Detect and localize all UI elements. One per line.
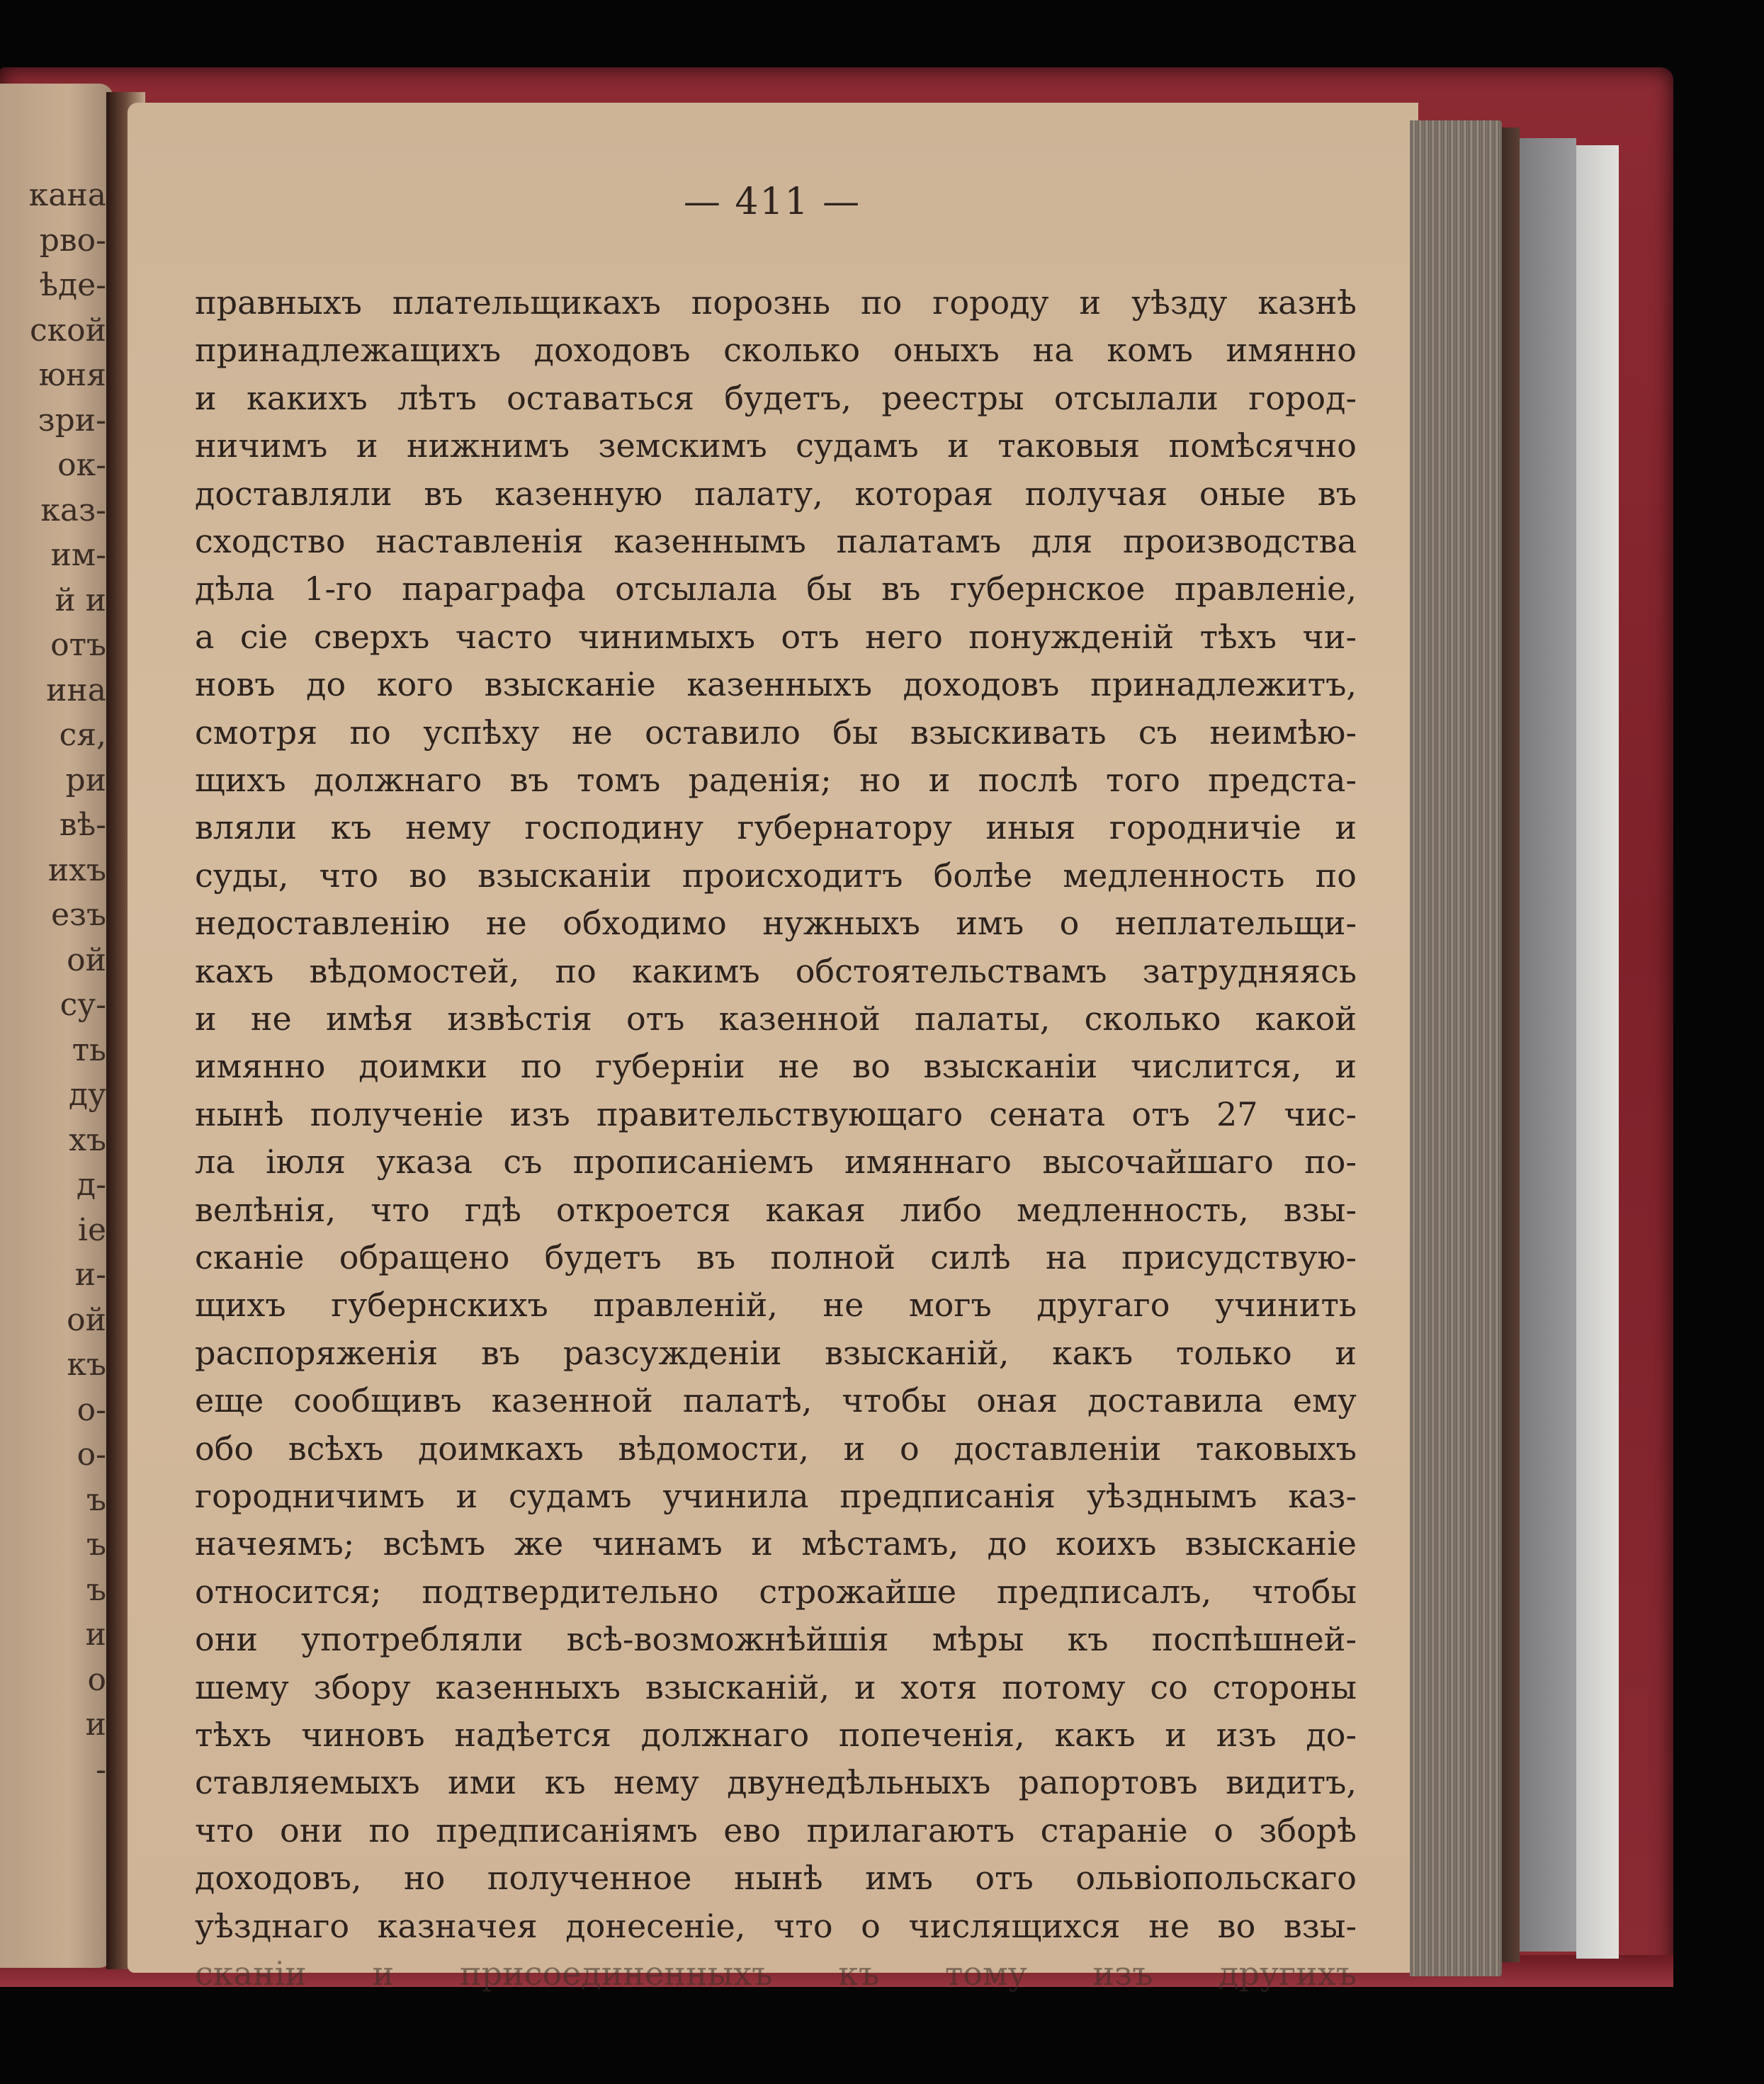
text-line: и не имѣя извѣстія отъ казенной палаты, сколько какой (195, 999, 1357, 1038)
left-page-text-fragment: ри (65, 761, 106, 798)
left-page-text-fragment: и (85, 1616, 106, 1653)
text-line: ставляемыхъ ими къ нему двунедѣльныхъ рапортовъ видитъ, (195, 1763, 1357, 1802)
text-line: они употребляли всѣ-возможнѣйшія мѣры къ поспѣшней- (195, 1620, 1357, 1659)
left-page-text-fragment: и- (74, 1257, 106, 1293)
text-line: что они по предписаніямъ ево прилагаютъ стараніе о зборѣ (195, 1811, 1357, 1850)
left-page-text-fragment: хъ (69, 1121, 106, 1158)
left-page-text-fragment: езъ (50, 897, 106, 933)
text-line: уѣзднаго казначея донесеніе, что о числящихся не во взы- (195, 1906, 1357, 1945)
cover-board-dark (1502, 128, 1520, 1962)
page-edges-stack (1410, 120, 1502, 1976)
left-page-text-fragment: ой (67, 941, 106, 978)
cover-board-grey (1520, 138, 1576, 1952)
left-page-text-fragment: кана (28, 177, 106, 213)
text-line: дѣла 1-го параграфа отсылала бы въ губернское правленіе, (195, 570, 1357, 608)
text-line: еще сообщивъ казенной палатѣ, чтобы оная доставила ему (195, 1381, 1357, 1420)
text-line: а сіе сверхъ часто чинимыхъ отъ него понужденій тѣхъ чи- (195, 617, 1357, 656)
text-line: принадлежащихъ доходовъ сколько оныхъ на комъ имянно (195, 331, 1357, 370)
left-page-text-fragment: рво- (39, 222, 106, 259)
left-page-text-fragment: су- (60, 987, 106, 1023)
text-line: шему збору казенныхъ взысканій, и хотя потому со стороны (195, 1667, 1357, 1706)
left-page-text-fragment: - (96, 1751, 106, 1788)
left-page-text-fragment: каз- (40, 492, 106, 528)
cover-board-white (1576, 145, 1619, 1959)
left-page-text-fragment: ок- (57, 447, 106, 483)
text-line: доставляли въ казенную палату, которая получая оные въ (195, 474, 1357, 513)
text-line: сходство наставленія казеннымъ палатамъ для производства (195, 522, 1357, 560)
text-line: и какихъ лѣтъ оставаться будетъ, реестры отсылали город- (195, 378, 1357, 417)
text-line: кахъ вѣдомостей, по какимъ обстоятельствамъ затрудняясь (195, 951, 1357, 990)
left-page-text-fragment: ина (46, 672, 106, 708)
text-line: вляли къ нему господину губернатору иныя городничіе и (195, 808, 1357, 847)
left-page-text-fragment: ся, (59, 717, 106, 753)
left-page-text-fragment: ой (67, 1301, 106, 1338)
text-line: нынѣ полученіе изъ правительствующаго сената отъ 27 чис- (195, 1094, 1357, 1133)
left-page-text-fragment: вѣ- (59, 807, 106, 843)
text-line: щихъ должнаго въ томъ раденія; но и послѣ того предста- (195, 761, 1357, 799)
text-line: смотря по успѣху не оставило бы взыскивать съ неимѣю- (195, 713, 1357, 752)
left-page-text-fragment: и (85, 1706, 106, 1743)
text-line: обо всѣхъ доимкахъ вѣдомости, и о доставленіи таковыхъ (195, 1429, 1357, 1468)
left-page-text-fragment: ть (72, 1031, 106, 1068)
text-line: новъ до кого взысканіе казенныхъ доходовъ принадлежитъ, (195, 665, 1357, 704)
left-page-text-fragment: юня (38, 357, 106, 393)
text-line: ла іюля указа съ прописаніемъ имяннаго высочайшаго по- (195, 1143, 1357, 1182)
text-line: правныхъ плательщикахъ порознь по городу и уѣзду казнѣ (195, 283, 1357, 322)
left-page-text-fragment: ѣде- (39, 267, 106, 303)
left-page-text-fragment: ъ (86, 1527, 106, 1563)
left-page-text-fragment: іе (77, 1211, 106, 1248)
text-line: недоставленію не обходимо нужныхъ имъ о неплательщи- (195, 904, 1357, 943)
left-page-text-fragment: им- (50, 537, 106, 573)
text-line: городничимъ и судамъ учинила предписанія уѣзднымъ каз- (195, 1477, 1357, 1515)
left-page-text-fragment: ъ (86, 1571, 106, 1608)
left-page-text-fragment: отъ (50, 627, 106, 663)
left-page-text-fragment: зри- (38, 402, 106, 438)
left-page-text-fragment: къ (67, 1347, 106, 1383)
left-page-text-fragment: ской (30, 312, 106, 349)
text-line: велѣнія, что гдѣ откроется какая либо медленность, взы- (195, 1190, 1357, 1229)
text-line: ничимъ и нижнимъ земскимъ судамъ и таковыя помѣсячно (195, 426, 1357, 465)
text-line: относится; подтвердительно строжайше предписалъ, чтобы (195, 1572, 1357, 1611)
left-page-text-fragment: ъ (86, 1481, 106, 1518)
text-line: начеямъ; всѣмъ же чинамъ и мѣстамъ, до коихъ взысканіе (195, 1524, 1357, 1563)
text-line: тѣхъ чиновъ надѣется должнаго попеченія, какъ и изъ до- (195, 1716, 1357, 1754)
text-line: имянно доимки по губерніи не во взысканіи числится, и (195, 1047, 1357, 1086)
left-page-text-fragment: о- (77, 1437, 106, 1473)
left-page-text-fragment: д- (77, 1167, 106, 1203)
text-line: суды, что во взысканіи происходитъ болѣе медленность по (195, 856, 1357, 895)
text-line (195, 1953, 1357, 1969)
text-line: распоряженія въ разсужденіи взысканій, какъ только и (195, 1333, 1357, 1372)
text-line: сканіе обращено будетъ въ полной силѣ на присудствую- (195, 1238, 1357, 1276)
left-page-text-fragment: ду (69, 1077, 106, 1113)
left-page-text-fragment: ихъ (47, 851, 106, 888)
left-page-fragment (0, 84, 113, 1968)
left-page-text-fragment: й и (55, 582, 106, 618)
text-line: доходовъ, но полученное нынѣ имъ отъ ольвіопольскаго (195, 1859, 1357, 1898)
text-line: щихъ губернскихъ правленій, не могъ другаго учинить (195, 1286, 1357, 1325)
page-number: — 411 — (683, 181, 861, 223)
left-page-text-fragment: о (87, 1661, 106, 1698)
left-page-text-fragment: о- (77, 1391, 106, 1428)
